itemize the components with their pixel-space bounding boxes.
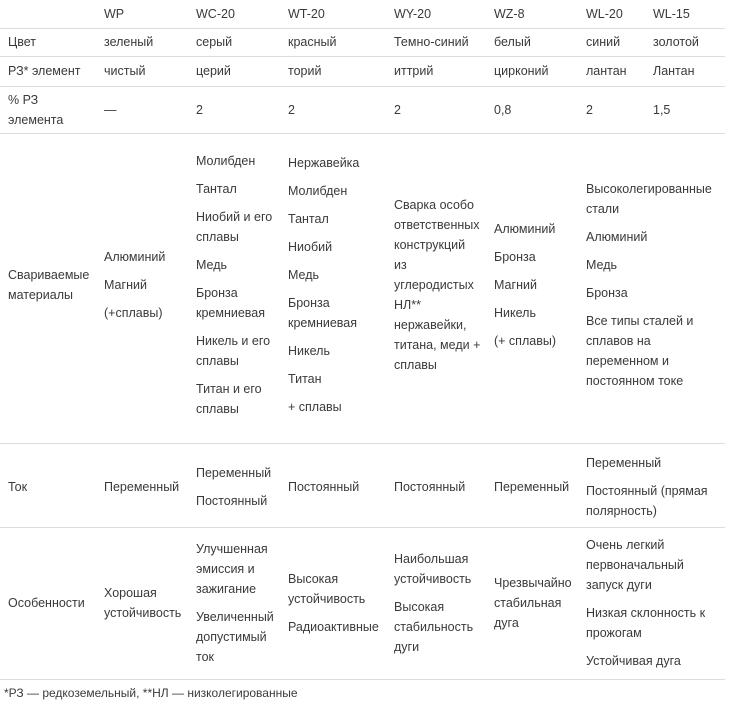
table-cell bbox=[494, 32, 531, 52]
row-label-line: материалы bbox=[8, 288, 73, 302]
cell-line: Ниобий и его bbox=[196, 210, 273, 224]
table-cell bbox=[586, 535, 705, 671]
table-cell bbox=[196, 151, 272, 419]
table-cell bbox=[288, 61, 321, 81]
cell-line: Переменный bbox=[586, 456, 662, 470]
cell-line: синий bbox=[586, 35, 621, 49]
table-cell bbox=[494, 219, 556, 351]
cell-line: устойчивость bbox=[394, 572, 472, 586]
row-divider bbox=[0, 28, 725, 29]
row-label bbox=[8, 90, 63, 130]
cell-line: Темно-синий bbox=[394, 35, 469, 49]
cell-line: углеродистых bbox=[394, 278, 474, 292]
table-cell bbox=[196, 100, 203, 120]
cell-line: Высоколегированные bbox=[586, 182, 712, 196]
cell-line: дуги bbox=[394, 640, 420, 654]
row-divider bbox=[0, 56, 725, 57]
cell-line: + сплавы bbox=[288, 400, 342, 414]
table-cell bbox=[653, 100, 670, 120]
table-cell bbox=[288, 569, 379, 637]
cell-line: Все типы сталей и bbox=[586, 314, 694, 328]
table-cell bbox=[653, 61, 695, 81]
cell-line: устойчивость bbox=[288, 592, 366, 606]
cell-line: Высокая bbox=[394, 600, 445, 614]
cell-line: титана, меди + bbox=[394, 338, 481, 352]
cell-line: Ниобий bbox=[288, 240, 333, 254]
table-cell bbox=[196, 463, 271, 511]
cell-line: прожогам bbox=[586, 626, 642, 640]
table-cell bbox=[104, 32, 153, 52]
table-cell bbox=[196, 61, 231, 81]
cell-line: Магний bbox=[104, 278, 147, 292]
cell-line: эмиссия и bbox=[196, 562, 255, 576]
row-label-line: Цвет bbox=[8, 35, 37, 49]
cell-line: устойчивость bbox=[104, 606, 182, 620]
column-header: WP bbox=[104, 7, 125, 21]
cell-line: Чрезвычайно bbox=[494, 576, 572, 590]
cell-line: Тантал bbox=[196, 182, 237, 196]
cell-line: лантан bbox=[586, 64, 627, 78]
cell-line: Постоянный bbox=[394, 480, 466, 494]
column-header: WZ-8 bbox=[494, 7, 525, 21]
row-divider bbox=[0, 86, 725, 87]
cell-line: 2 bbox=[586, 103, 593, 117]
cell-line: 0,8 bbox=[494, 103, 512, 117]
column-header: WT-20 bbox=[288, 7, 325, 21]
table-cell bbox=[494, 477, 569, 497]
cell-line: Алюминий bbox=[586, 230, 648, 244]
cell-line: Бронза bbox=[288, 296, 330, 310]
cell-line: конструкций bbox=[394, 238, 466, 252]
cell-line: первоначальный bbox=[586, 558, 684, 572]
table-cell bbox=[394, 195, 480, 375]
table-cell bbox=[104, 477, 179, 497]
table-cell bbox=[196, 32, 232, 52]
cell-line: Молибден bbox=[196, 154, 256, 168]
cell-line: стабильная bbox=[494, 596, 562, 610]
cell-line: Молибден bbox=[288, 184, 348, 198]
cell-line: сплавов на bbox=[586, 334, 651, 348]
cell-line: Постоянный bbox=[288, 480, 360, 494]
cell-line: серый bbox=[196, 35, 233, 49]
table-cell bbox=[288, 153, 359, 417]
cell-line: кремниевая bbox=[196, 306, 266, 320]
cell-line: Алюминий bbox=[494, 222, 556, 236]
cell-line: кремниевая bbox=[288, 316, 358, 330]
cell-line: 1,5 bbox=[653, 103, 671, 117]
table-cell bbox=[494, 100, 511, 120]
cell-line: сплавы bbox=[196, 402, 239, 416]
cell-line: стабильность bbox=[394, 620, 474, 634]
cell-line: Переменный bbox=[104, 480, 180, 494]
cell-line: 2 bbox=[196, 103, 203, 117]
table-cell bbox=[586, 61, 627, 81]
column-header: WC-20 bbox=[196, 7, 235, 21]
cell-line: Наибольшая bbox=[394, 552, 469, 566]
cell-line: Медь bbox=[288, 268, 320, 282]
cell-line: сплавы bbox=[394, 358, 437, 372]
row-divider bbox=[0, 443, 725, 444]
cell-line: цирконий bbox=[494, 64, 549, 78]
table-cell bbox=[586, 453, 708, 521]
cell-line: Бронза bbox=[196, 286, 238, 300]
cell-line: Улучшенная bbox=[196, 542, 268, 556]
cell-line: Магний bbox=[494, 278, 537, 292]
table-cell bbox=[104, 100, 117, 120]
cell-line: Увеличенный bbox=[196, 610, 274, 624]
cell-line: золотой bbox=[653, 35, 699, 49]
cell-line: допустимый bbox=[196, 630, 267, 644]
cell-line: 2 bbox=[288, 103, 295, 117]
row-label bbox=[8, 477, 27, 497]
table-footnote: *РЗ — редкоземельный, **НЛ — низколегированные bbox=[4, 686, 298, 700]
table-cell bbox=[104, 61, 145, 81]
cell-line: Никель и его bbox=[196, 334, 271, 348]
column-header: WL-15 bbox=[653, 7, 690, 21]
cell-line: запуск дуги bbox=[586, 578, 652, 592]
row-label-line: % РЗ bbox=[8, 93, 39, 107]
cell-line: Медь bbox=[196, 258, 228, 272]
cell-line: стали bbox=[586, 202, 620, 216]
cell-line: церий bbox=[196, 64, 231, 78]
table-cell bbox=[196, 539, 274, 667]
cell-line: Титан bbox=[288, 372, 322, 386]
row-label bbox=[8, 32, 36, 52]
row-label-line: Свариваемые bbox=[8, 268, 90, 282]
cell-line: Бронза bbox=[494, 250, 536, 264]
cell-line: Очень легкий bbox=[586, 538, 665, 552]
row-divider bbox=[0, 133, 725, 134]
cell-line: иттрий bbox=[394, 64, 434, 78]
cell-line: (+ сплавы) bbox=[494, 334, 556, 348]
cell-line: Постоянный (прямая bbox=[586, 484, 708, 498]
cell-line: сплавы bbox=[196, 354, 239, 368]
row-label-line: Особенности bbox=[8, 596, 85, 610]
cell-line: НЛ** bbox=[394, 298, 421, 312]
table-cell bbox=[394, 61, 433, 81]
cell-line: Тантал bbox=[288, 212, 329, 226]
cell-line: Устойчивая дуга bbox=[586, 654, 681, 668]
cell-line: Высокая bbox=[288, 572, 339, 586]
cell-line: — bbox=[104, 103, 117, 117]
table-cell bbox=[394, 477, 465, 497]
cell-line: чистый bbox=[104, 64, 146, 78]
cell-line: 2 bbox=[394, 103, 401, 117]
row-label-line: РЗ* элемент bbox=[8, 64, 81, 78]
cell-line: ток bbox=[196, 650, 215, 664]
table-cell bbox=[288, 477, 359, 497]
table-cell bbox=[394, 549, 473, 657]
cell-line: зажигание bbox=[196, 582, 257, 596]
cell-line: Хорошая bbox=[104, 586, 157, 600]
cell-line: постоянном токе bbox=[586, 374, 684, 388]
cell-line: Нержавейка bbox=[288, 156, 360, 170]
table-cell bbox=[494, 61, 549, 81]
table-cell bbox=[653, 32, 699, 52]
cell-line: (+сплавы) bbox=[104, 306, 163, 320]
cell-line: Постоянный bbox=[196, 494, 268, 508]
column-header: WY-20 bbox=[394, 7, 432, 21]
cell-line: Бронза bbox=[586, 286, 628, 300]
table-cell bbox=[586, 32, 620, 52]
row-label bbox=[8, 61, 80, 81]
cell-line: полярность) bbox=[586, 504, 657, 518]
cell-line: белый bbox=[494, 35, 531, 49]
table-cell bbox=[288, 32, 337, 52]
row-label-line: Ток bbox=[8, 480, 28, 494]
cell-line: ответственных bbox=[394, 218, 480, 232]
table-cell bbox=[104, 247, 165, 323]
cell-line: Медь bbox=[586, 258, 618, 272]
cell-line: красный bbox=[288, 35, 337, 49]
row-label-line: элемента bbox=[8, 113, 64, 127]
cell-line: торий bbox=[288, 64, 322, 78]
cell-line: Никель bbox=[494, 306, 536, 320]
row-label bbox=[8, 265, 89, 305]
table-cell bbox=[394, 32, 469, 52]
table-cell bbox=[394, 100, 401, 120]
cell-line: Переменный bbox=[494, 480, 570, 494]
cell-line: зеленый bbox=[104, 35, 154, 49]
table-cell bbox=[586, 179, 712, 391]
cell-line: нержавейки, bbox=[394, 318, 467, 332]
table-cell bbox=[104, 583, 181, 623]
cell-line: Переменный bbox=[196, 466, 272, 480]
cell-line: сплавы bbox=[196, 230, 239, 244]
cell-line: Алюминий bbox=[104, 250, 166, 264]
cell-line: Радиоактивные bbox=[288, 620, 379, 634]
cell-line: Никель bbox=[288, 344, 330, 358]
table-cell bbox=[586, 100, 593, 120]
cell-line: Низкая склонность к bbox=[586, 606, 706, 620]
cell-line: переменном и bbox=[586, 354, 669, 368]
cell-line: Лантан bbox=[653, 64, 695, 78]
cell-line: Сварка особо bbox=[394, 198, 475, 212]
table-cell bbox=[288, 100, 295, 120]
row-divider bbox=[0, 679, 725, 680]
cell-line: Титан и его bbox=[196, 382, 262, 396]
cell-line: из bbox=[394, 258, 407, 272]
row-label bbox=[8, 593, 85, 613]
cell-line: дуга bbox=[494, 616, 519, 630]
row-divider bbox=[0, 527, 725, 528]
column-header: WL-20 bbox=[586, 7, 623, 21]
table-cell bbox=[494, 573, 572, 633]
